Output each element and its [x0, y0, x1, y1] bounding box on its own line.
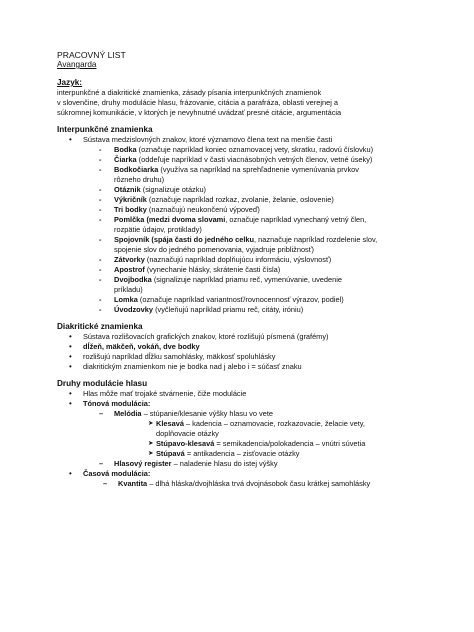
melodia-subitem-text: – kadencia – oznamovacie, rozkazovacie, želacie vety, — [183, 419, 365, 428]
punctuation-item — [57, 275, 442, 285]
punctuation-item — [57, 245, 442, 255]
dash-marker: - — [99, 235, 102, 244]
melodia-subitem-term: Stúpavá — [156, 449, 185, 458]
melodia-subitem-text: doplňovacie otázky — [156, 429, 219, 438]
tonova-label: Tónová modulácia: — [83, 399, 151, 408]
punctuation-term: Apostrof — [114, 265, 145, 274]
jazyk-line: v slovenčine, druhy modulácie hlasu, frázovanie, citácia a parafráza, oblasti verejnej a — [57, 98, 338, 107]
dash-marker: – — [103, 479, 108, 488]
dash-marker: - — [99, 275, 102, 284]
punctuation-term: Bodka — [114, 145, 137, 154]
punctuation-text: (vynechanie hlásky, skrátenie časti čísla) — [144, 265, 281, 274]
diakriticke-list — [57, 332, 442, 372]
punctuation-item — [57, 265, 442, 275]
melodia-term: Melódia — [114, 409, 142, 418]
melodia-subitem-term: Stúpavo-klesavá — [156, 439, 215, 448]
punctuation-term: Pomlčka (medzi dvoma slovami — [114, 215, 226, 224]
dash-marker: - — [99, 185, 102, 194]
list-item: • Hlas môže mať trojaké stvárnenie, čiže modulácie — [57, 389, 442, 399]
modulacie-section — [57, 379, 442, 489]
page-title: PRACOVNÝ LIST — [57, 50, 126, 60]
diakriticke-section — [57, 322, 442, 372]
casova-label: Časová modulácia: — [83, 469, 151, 478]
punctuation-text: (označuje napríklad variantnosť/rovnocennosť výrazov, podiel) — [137, 295, 344, 304]
dash-marker: - — [99, 205, 102, 214]
dash-marker: – — [99, 459, 104, 468]
punctuation-item — [57, 215, 442, 225]
kvantita-item — [57, 479, 442, 489]
punctuation-term: Otáznik — [114, 185, 141, 194]
punctuation-item — [57, 305, 442, 315]
list-item — [57, 332, 442, 342]
punctuation-text: (signalizuje otázku) — [140, 185, 207, 194]
punctuation-term: Dvojbodka — [114, 275, 152, 284]
punctuation-text: (signalizuje napríklad priamu reč, vymenúvanie, uvedenie — [151, 275, 342, 284]
dash-marker: - — [99, 305, 102, 314]
dash-marker: - — [99, 255, 102, 264]
register-term: Hlasový register — [114, 459, 172, 468]
punctuation-text: , naznačuje napríklad rozdelenie slov, — [254, 235, 378, 244]
punctuation-term: Zátvorky — [114, 255, 145, 264]
punctuation-item — [57, 195, 442, 205]
jazyk-paragraph — [57, 88, 442, 118]
punctuation-term: Bodkočiarka — [114, 165, 159, 174]
punctuation-text: (označuje napríklad koniec oznamovacej vety, skratku, radovú číslovku) — [136, 145, 374, 154]
punctuation-text: spojenie slov do jedného pomenovania, vyjadruje približnosť) — [114, 245, 314, 254]
dash-marker: - — [99, 195, 102, 204]
melodia-subitem — [57, 439, 442, 449]
punctuation-item — [57, 185, 442, 195]
melodia-item — [57, 409, 442, 419]
diakriticke-heading: Diakritické znamienka — [57, 322, 143, 331]
melodia-subitem-term: Klesavá — [156, 419, 184, 428]
modulacie-heading: Druhy modulácie hlasu — [57, 379, 148, 388]
interpunkcne-list — [57, 135, 442, 315]
punctuation-item — [57, 225, 442, 235]
melodia-subitem — [57, 449, 442, 459]
punctuation-item — [57, 235, 442, 245]
jazyk-heading: Jazyk: — [57, 78, 83, 87]
punctuation-text: (naznačujú napríklad doplňujúcu informáciu, výslovnosť) — [144, 255, 332, 264]
punctuation-items — [57, 145, 442, 315]
diakriticke-text: Sústava rozlišovacích grafických znakov, ktoré rozlišujú písmená (grafémy) — [83, 332, 329, 341]
punctuation-term: Spojovník (spája časti do jedného celku — [114, 235, 255, 244]
punctuation-item — [57, 255, 442, 265]
arrow-bullet-icon: ➤ — [148, 420, 154, 427]
list-item — [57, 342, 442, 352]
punctuation-term: Úvodzovky — [114, 305, 154, 314]
punctuation-text: rôzneho druhu) — [114, 175, 165, 184]
interpunkcne-heading: Interpunkčné znamienka — [57, 125, 153, 134]
punctuation-text: rozpätie údajov, protiklady) — [114, 225, 202, 234]
arrow-bullet-icon: ➤ — [148, 450, 154, 457]
melodia-subitem — [57, 419, 442, 429]
punctuation-item — [57, 175, 442, 185]
interpunkcne-section — [57, 125, 442, 315]
punctuation-text: príkladu) — [114, 285, 143, 294]
melodia-subitem-text: = antikadencia – zisťovacie otázky — [184, 449, 300, 458]
modulacie-list — [57, 389, 442, 489]
dash-marker: - — [99, 165, 102, 174]
punctuation-text: (označuje napríklad rozkaz, zvolanie, želanie, oslovenie) — [146, 195, 334, 204]
punctuation-item — [57, 205, 442, 215]
diakriticke-text: dĺžeň, mäkčeň, vokáň, dve bodky — [83, 342, 200, 351]
punctuation-item — [57, 295, 442, 305]
page-subtitle: Avangarda — [57, 60, 97, 69]
list-item — [57, 469, 442, 479]
dash-marker: - — [99, 295, 102, 304]
diakriticke-text: diakritickým znamienkom nie je bodka nad j alebo i = súčasť znaku — [83, 362, 302, 371]
melodia-text: – stúpanie/klesanie výšky hlasu vo vete — [141, 409, 273, 418]
jazyk-line: interpunkčné a diakritické znamienka, zásady písania interpunkčných znamienok — [57, 88, 322, 97]
punctuation-term: Lomka — [114, 295, 138, 304]
melodia-subitem-text: = semikadencia/polokadencia – vnútri súvetia — [214, 439, 366, 448]
jazyk-line: súkromnej komunikácie, v ktorých je nevyhnutné uvádzať presné citácie, argumentácia — [57, 108, 342, 117]
kvantita-text: – dlhá hláska/dvojhláska trvá dvojnásobok času krátkej samohlásky — [147, 479, 371, 488]
melodia-subitems — [57, 419, 442, 459]
dash-marker: - — [99, 155, 102, 164]
punctuation-text: , označuje napríklad vynechaný vetný člen, — [225, 215, 367, 224]
punctuation-term: Čiarka — [114, 155, 137, 164]
dash-marker: - — [99, 215, 102, 224]
list-item — [57, 362, 442, 372]
dash-marker: - — [99, 265, 102, 274]
list-item — [57, 399, 442, 409]
punctuation-text: (využíva sa napríklad na sprehľadnenie vymenúvania prvkov — [158, 165, 359, 174]
dash-marker: - — [99, 145, 102, 154]
punctuation-text: (naznačujú neukončenú výpoveď) — [146, 205, 260, 214]
punctuation-item — [57, 145, 442, 155]
register-item — [57, 459, 442, 469]
punctuation-text: (oddeľuje napríklad v časti viacnásobných vetných členov, vetné úseky) — [136, 155, 373, 164]
punctuation-term: Tri bodky — [114, 205, 147, 214]
arrow-bullet-icon: ➤ — [148, 440, 154, 447]
register-text: – naladenie hlasu do istej výšky — [171, 459, 278, 468]
list-item: • Sústava medzislovných znakov, ktoré významovo člena text na menšie časti — [57, 135, 442, 145]
punctuation-item — [57, 165, 442, 175]
punctuation-text: (vyčleňujú napríklad priamu reč, citáty, iróniu) — [153, 305, 304, 314]
punctuation-item — [57, 285, 442, 295]
dash-marker: – — [99, 409, 104, 418]
melodia-subitem — [57, 429, 442, 439]
diakriticke-text: rozlišujú napríklad dĺžku samohlásky, mäkkosť spoluhlásky — [83, 352, 276, 361]
list-item — [57, 352, 442, 362]
worksheet — [57, 50, 442, 489]
punctuation-term: Výkričník — [114, 195, 147, 204]
punctuation-item — [57, 155, 442, 165]
kvantita-term: Kvantita — [118, 479, 148, 488]
